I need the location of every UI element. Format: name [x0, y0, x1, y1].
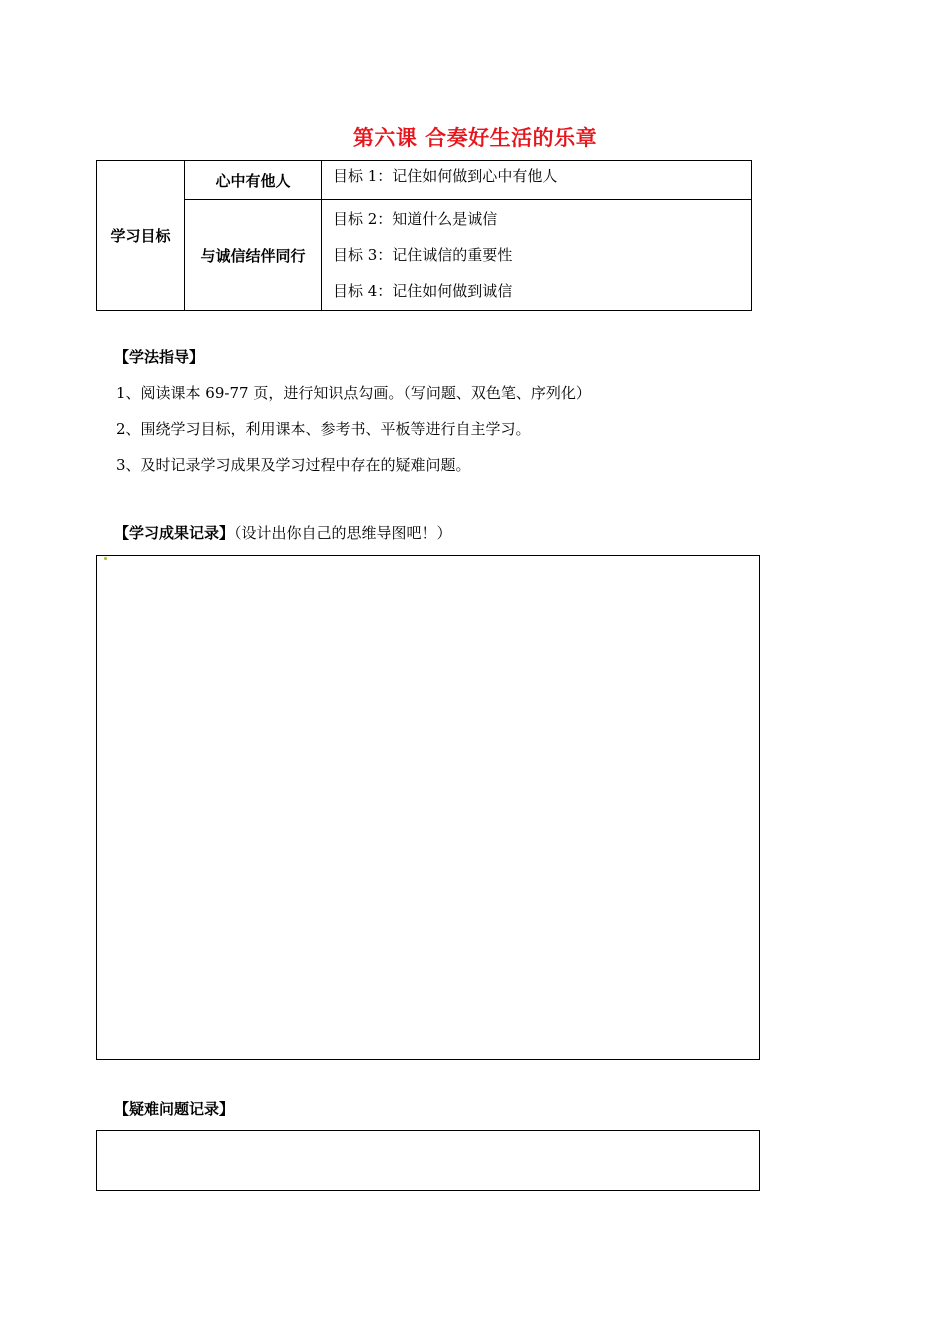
study-guide-heading: 【学法指导】 [114, 348, 205, 366]
goal-item: 目标 2：知道什么是诚信 [333, 210, 498, 228]
questions-heading: 【疑难问题记录】 [114, 1100, 235, 1118]
goal-item: 目标 4：记住如何做到诚信 [333, 282, 513, 300]
row-header: 学习目标 [97, 161, 185, 311]
page-title: 第六课 合奏好生活的乐章 [352, 126, 598, 150]
goal-item: 目标 1：记住如何做到心中有他人 [333, 167, 558, 185]
ink-dot [104, 557, 107, 560]
goals-cell [322, 200, 752, 311]
results-heading-label: 【学习成果记录】 [114, 524, 235, 542]
questions-area[interactable] [96, 1130, 760, 1191]
results-heading [114, 522, 452, 543]
goals-cell [322, 161, 752, 200]
guide-item: 2、围绕学习目标，利用课本、参考书、平板等进行自主学习。 [116, 420, 531, 438]
goals-table [96, 160, 752, 311]
topic-cell: 心中有他人 [185, 161, 322, 200]
table-row [97, 161, 752, 200]
goal-item: 目标 3：记住诚信的重要性 [333, 246, 513, 264]
table-row [97, 200, 752, 311]
mind-map-area[interactable] [96, 555, 760, 1060]
guide-item: 1、阅读课本 69-77 页，进行知识点勾画。（写问题、双色笔、序列化） [116, 384, 591, 402]
results-note: （设计出你自己的思维导图吧！） [234, 524, 452, 542]
topic-cell: 与诚信结伴同行 [185, 200, 322, 311]
guide-item: 3、及时记录学习成果及学习过程中存在的疑难问题。 [116, 456, 471, 474]
